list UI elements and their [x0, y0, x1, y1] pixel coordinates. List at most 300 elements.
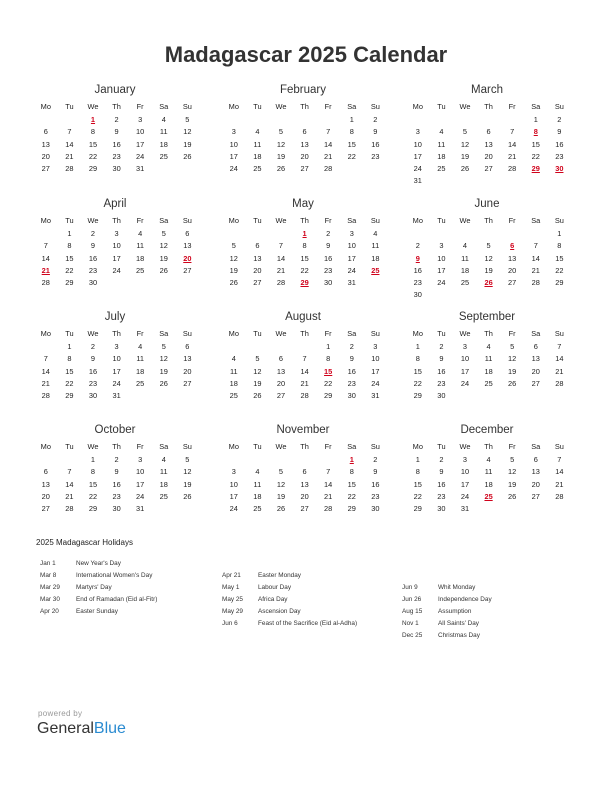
day-cell: 2 [373, 115, 378, 125]
weekday-header: Su [554, 329, 564, 338]
day-cell: 26 [253, 390, 262, 400]
day-cell: 3 [138, 115, 143, 125]
day-cell: 12 [508, 354, 517, 364]
day-cell: 20 [41, 491, 50, 501]
day-cell: 21 [276, 265, 286, 275]
day-cell: 11 [253, 139, 262, 149]
day-cell: 12 [159, 241, 168, 251]
day-cell: 22 [347, 491, 356, 501]
day-cell: 28 [276, 277, 286, 287]
day-cell: 7 [533, 241, 538, 251]
day-cell: 25 [229, 390, 238, 400]
day-cell: 12 [159, 354, 168, 364]
day-cell: 4 [486, 455, 491, 465]
day-cell: 20 [300, 491, 309, 501]
day-blank [269, 341, 293, 353]
weekday-header: Th [300, 329, 309, 338]
day-cell: 2 [349, 342, 354, 352]
day-cell: 29 [324, 390, 333, 400]
day-cell: 17 [229, 491, 238, 501]
day-cell: 6 [302, 127, 307, 137]
day-cell: 8 [67, 354, 72, 364]
day-cell: 6 [486, 127, 491, 137]
weekday-header: Mo [228, 216, 239, 225]
day-cell: 28 [324, 163, 333, 173]
day-cell: 2 [415, 241, 420, 251]
day-cell: 23 [88, 378, 98, 388]
day-blank [58, 114, 82, 126]
brand-general: General [37, 720, 94, 737]
day-cell: 7 [326, 127, 331, 137]
day-cell: 26 [229, 277, 238, 287]
day-cell: 9 [439, 467, 444, 477]
day-cell: 12 [460, 139, 470, 149]
holiday-item [40, 558, 220, 570]
day-cell: 11 [136, 241, 144, 251]
month-june [406, 196, 568, 301]
day-cell: 10 [460, 467, 470, 477]
day-cell: 17 [460, 479, 470, 489]
month-april [34, 196, 196, 289]
day-cell: 30 [324, 277, 333, 287]
day-cell: 24 [371, 378, 380, 388]
day-cell: 27 [183, 265, 192, 275]
day-cell: 31 [112, 390, 121, 400]
day-cell: 22 [413, 491, 422, 501]
month-day-grid [222, 328, 384, 402]
day-cell: 11 [136, 354, 144, 364]
weekday-header: Fr [508, 216, 516, 225]
weekday-header: Su [182, 329, 192, 338]
day-cell: 26 [460, 163, 470, 173]
day-cell: 21 [508, 151, 517, 161]
day-blank [500, 228, 524, 240]
day-cell: 17 [136, 479, 145, 489]
day-cell: 23 [347, 378, 356, 388]
day-cell: 22 [555, 265, 564, 275]
month-day-grid [406, 215, 568, 301]
weekday-header: Mo [40, 329, 51, 338]
day-blank [34, 341, 58, 353]
holiday-item [222, 618, 402, 630]
day-cell: 10 [347, 241, 356, 251]
day-cell: 8 [302, 241, 307, 251]
day-cell: 14 [300, 366, 309, 376]
day-cell: 13 [300, 139, 309, 149]
day-cell: 13 [41, 479, 50, 489]
day-cell: 9 [90, 354, 96, 364]
day-cell: 9 [90, 241, 96, 251]
holiday-name: End of Ramadan (Eid al-Fitr) [76, 596, 158, 603]
day-cell: 16 [437, 479, 446, 489]
day-cell: 8 [349, 467, 354, 477]
day-cell: 19 [229, 265, 238, 275]
day-cell: 6 [185, 229, 190, 239]
weekday-header: Th [484, 102, 493, 111]
day-cell: 29 [88, 163, 98, 173]
weekday-header: We [275, 216, 287, 225]
day-cell: 24 [136, 151, 145, 161]
holiday-name: Assumption [438, 608, 472, 615]
day-cell: 14 [41, 366, 50, 376]
day-cell: 19 [253, 378, 262, 388]
day-cell: 19 [159, 366, 168, 376]
day-cell: 19 [276, 491, 286, 501]
day-cell: 23 [437, 491, 446, 501]
day-cell: 3 [114, 229, 119, 239]
month-name: July [104, 311, 126, 323]
day-cell: 15 [531, 139, 540, 149]
day-cell: 10 [371, 354, 380, 364]
day-cell: 3 [415, 127, 420, 137]
day-cell: 16 [413, 265, 422, 275]
holiday-name: Whit Monday [438, 584, 476, 591]
holiday-name: All Saints' Day [438, 620, 479, 627]
day-cell: 17 [229, 151, 238, 161]
day-cell: 7 [67, 127, 72, 137]
day-cell: 28 [555, 378, 564, 388]
holiday-item [402, 582, 582, 594]
day-cell: 1 [67, 342, 72, 352]
weekday-header: Fr [324, 329, 332, 338]
day-cell: 29 [65, 277, 74, 287]
day-cell: 24 [347, 265, 356, 275]
holiday-date: Jun 9 [402, 584, 418, 591]
month-name: August [285, 311, 321, 323]
weekday-header: Th [112, 329, 121, 338]
holiday-item [402, 630, 582, 642]
day-cell-holiday: 1 [349, 455, 354, 465]
day-cell: 6 [533, 455, 538, 465]
month-name: September [458, 311, 516, 323]
day-cell: 5 [185, 455, 190, 465]
day-cell: 21 [41, 378, 50, 388]
day-blank [222, 228, 246, 240]
weekday-header: Sa [347, 442, 357, 451]
day-cell: 6 [43, 127, 48, 137]
day-blank [269, 454, 293, 466]
holiday-name: Easter Sunday [76, 608, 118, 615]
day-cell: 10 [229, 139, 238, 149]
day-cell: 26 [508, 491, 517, 501]
day-cell: 16 [112, 139, 121, 149]
holiday-name: Martyrs' Day [76, 584, 112, 591]
holiday-name: Christmas Day [438, 632, 480, 639]
weekday-header: We [87, 102, 99, 111]
weekday-header: Fr [324, 216, 332, 225]
day-cell: 18 [229, 378, 238, 388]
day-cell: 3 [349, 229, 354, 239]
day-cell: 4 [373, 229, 378, 239]
day-cell: 16 [371, 139, 380, 149]
day-cell: 22 [88, 151, 98, 161]
day-cell: 24 [460, 378, 470, 388]
day-cell: 28 [300, 390, 309, 400]
day-blank [269, 228, 293, 240]
weekday-header: Mo [412, 442, 423, 451]
day-cell: 8 [90, 467, 96, 477]
holiday-date: May 1 [222, 584, 240, 591]
holiday-name: Feast of the Sacrifice (Eid al-Adha) [258, 620, 358, 627]
month-name: February [279, 84, 327, 96]
day-cell: 3 [138, 455, 143, 465]
day-cell: 26 [183, 491, 192, 501]
day-cell-holiday: 1 [90, 115, 96, 125]
weekday-header: We [87, 442, 99, 451]
day-cell: 31 [371, 390, 380, 400]
day-cell: 2 [439, 342, 444, 352]
day-cell: 20 [41, 151, 50, 161]
day-cell: 17 [437, 265, 446, 275]
weekday-header: Su [554, 442, 564, 451]
holiday-date: Jun 26 [402, 596, 422, 603]
day-cell: 12 [484, 253, 493, 263]
weekday-header: Mo [412, 102, 423, 111]
day-cell: 30 [88, 390, 98, 400]
day-cell: 25 [159, 491, 168, 501]
day-cell: 11 [437, 139, 446, 149]
day-cell: 5 [462, 127, 468, 137]
day-cell: 15 [413, 366, 422, 376]
holiday-date: Dec 25 [402, 632, 423, 639]
day-cell: 1 [326, 342, 331, 352]
day-cell: 21 [555, 366, 564, 376]
weekday-header: We [275, 102, 287, 111]
day-blank [293, 114, 317, 126]
weekday-header: Sa [159, 102, 169, 111]
day-cell: 26 [276, 163, 286, 173]
day-cell: 14 [324, 479, 333, 489]
day-cell: 8 [349, 127, 354, 137]
weekday-header: Tu [253, 329, 262, 338]
holiday-name: International Women's Day [76, 572, 153, 579]
day-cell: 31 [347, 277, 356, 287]
month-october [34, 422, 196, 515]
day-blank [34, 114, 58, 126]
weekday-header: Tu [437, 216, 446, 225]
weekday-header: Fr [324, 102, 332, 111]
day-cell: 27 [276, 390, 286, 400]
day-cell: 27 [508, 277, 517, 287]
day-cell: 30 [413, 290, 422, 300]
weekday-header: Th [484, 216, 493, 225]
weekday-header: Mo [40, 442, 51, 451]
day-cell: 15 [88, 479, 98, 489]
day-blank [430, 228, 454, 240]
day-cell: 17 [136, 139, 145, 149]
holiday-item [40, 606, 220, 618]
day-cell: 9 [373, 467, 378, 477]
day-cell: 13 [531, 354, 540, 364]
weekday-header: Mo [412, 216, 423, 225]
day-cell: 27 [183, 378, 192, 388]
day-cell: 21 [531, 265, 540, 275]
holiday-name: Easter Monday [258, 572, 301, 579]
day-cell: 11 [159, 127, 168, 137]
day-blank [293, 341, 317, 353]
day-cell: 31 [136, 163, 145, 173]
month-day-grid [406, 328, 568, 402]
day-cell-holiday: 29 [531, 163, 540, 173]
day-cell: 8 [90, 127, 96, 137]
day-cell: 6 [533, 342, 538, 352]
day-blank [58, 454, 82, 466]
day-cell: 20 [253, 265, 262, 275]
weekday-header: Su [554, 102, 564, 111]
holiday-date: Nov 1 [402, 620, 419, 627]
month-january [34, 82, 196, 175]
day-cell-holiday: 21 [41, 265, 50, 275]
day-cell: 5 [486, 241, 491, 251]
holiday-item [222, 570, 402, 582]
day-cell: 30 [112, 163, 121, 173]
month-name: November [276, 424, 330, 436]
day-cell: 2 [90, 342, 96, 352]
day-cell: 13 [253, 253, 262, 263]
holiday-date: Jun 6 [222, 620, 238, 627]
day-cell: 4 [255, 127, 260, 137]
holiday-item [402, 606, 582, 618]
holiday-date: Mar 30 [40, 596, 60, 603]
day-cell: 22 [88, 491, 98, 501]
weekday-header: Fr [508, 329, 516, 338]
day-cell-holiday: 6 [510, 241, 515, 251]
day-cell: 14 [555, 467, 564, 477]
day-cell: 19 [159, 253, 168, 263]
holiday-item [40, 582, 220, 594]
weekday-header: Sa [531, 102, 541, 111]
day-cell: 26 [159, 265, 168, 275]
weekday-header: Th [300, 442, 309, 451]
day-cell: 23 [413, 277, 422, 287]
day-cell-holiday: 25 [371, 265, 380, 275]
day-cell: 9 [326, 241, 331, 251]
holiday-name: Independence Day [438, 596, 492, 603]
month-day-grid [222, 101, 384, 175]
day-cell: 14 [531, 253, 540, 263]
holiday-name: Ascension Day [258, 608, 301, 615]
day-cell: 19 [508, 479, 517, 489]
weekday-header: Tu [65, 329, 74, 338]
day-cell: 17 [112, 253, 121, 263]
brand-logo[interactable] [37, 720, 126, 738]
day-cell: 11 [371, 241, 380, 251]
day-cell: 30 [112, 503, 121, 513]
day-cell: 23 [371, 151, 380, 161]
day-blank [430, 114, 454, 126]
day-cell: 27 [253, 277, 262, 287]
day-cell: 20 [276, 378, 286, 388]
day-blank [246, 341, 270, 353]
day-cell: 9 [439, 354, 444, 364]
page-title: Madagascar 2025 Calendar [164, 42, 448, 67]
day-cell: 1 [67, 229, 72, 239]
weekday-header: Tu [65, 102, 74, 111]
day-cell: 23 [555, 151, 564, 161]
day-cell: 20 [484, 151, 493, 161]
day-cell: 5 [510, 455, 515, 465]
day-cell: 27 [300, 503, 309, 513]
weekday-header: Mo [228, 442, 239, 451]
day-blank [406, 114, 430, 126]
day-cell: 12 [229, 253, 238, 263]
weekday-header: Sa [159, 329, 169, 338]
day-cell: 30 [88, 277, 98, 287]
day-blank [34, 454, 58, 466]
day-cell: 18 [136, 366, 145, 376]
day-cell: 3 [373, 342, 378, 352]
holiday-name: Africa Day [258, 596, 288, 603]
day-cell: 2 [326, 229, 331, 239]
day-cell: 14 [276, 253, 286, 263]
day-cell: 10 [112, 354, 121, 364]
holiday-column [40, 558, 220, 618]
day-cell: 18 [371, 253, 380, 263]
day-cell: 25 [159, 151, 168, 161]
month-name: October [94, 424, 136, 436]
day-cell: 27 [41, 163, 50, 173]
day-cell-holiday: 15 [324, 366, 333, 376]
holiday-item [222, 594, 402, 606]
day-cell: 17 [112, 366, 121, 376]
weekday-header: Su [370, 216, 380, 225]
day-cell: 5 [510, 342, 515, 352]
weekday-header: We [87, 329, 99, 338]
day-blank [477, 228, 501, 240]
weekday-header: Su [554, 216, 564, 225]
day-cell: 10 [413, 139, 422, 149]
day-cell: 11 [229, 366, 238, 376]
day-cell: 8 [415, 467, 420, 477]
day-blank [406, 228, 430, 240]
day-cell: 29 [413, 390, 422, 400]
weekday-header: Sa [531, 442, 541, 451]
day-cell: 10 [437, 253, 446, 263]
month-august [222, 309, 384, 402]
weekday-header: We [87, 216, 99, 225]
day-cell: 28 [65, 163, 74, 173]
day-blank [477, 114, 501, 126]
day-cell: 4 [255, 467, 260, 477]
day-cell: 25 [253, 503, 262, 513]
day-cell: 19 [183, 139, 192, 149]
weekday-header: Th [484, 329, 493, 338]
day-cell: 26 [159, 378, 168, 388]
weekday-header: Su [370, 102, 380, 111]
day-cell: 6 [302, 467, 307, 477]
holiday-item [222, 582, 402, 594]
weekday-header: Su [370, 442, 380, 451]
month-february [222, 82, 384, 175]
day-cell: 19 [276, 151, 286, 161]
day-cell: 7 [557, 342, 562, 352]
day-cell: 5 [255, 354, 260, 364]
day-cell: 24 [136, 491, 145, 501]
day-cell: 31 [413, 176, 422, 186]
weekday-header: Tu [65, 442, 74, 451]
day-blank [524, 228, 548, 240]
day-cell: 22 [531, 151, 540, 161]
day-blank [222, 114, 246, 126]
day-cell: 3 [114, 342, 119, 352]
holiday-date: Apr 20 [40, 608, 59, 615]
weekday-header: We [275, 442, 287, 451]
weekday-header: Tu [437, 102, 446, 111]
day-cell: 16 [347, 366, 356, 376]
weekday-header: Mo [228, 329, 239, 338]
day-cell: 8 [415, 354, 420, 364]
day-cell: 21 [65, 151, 74, 161]
